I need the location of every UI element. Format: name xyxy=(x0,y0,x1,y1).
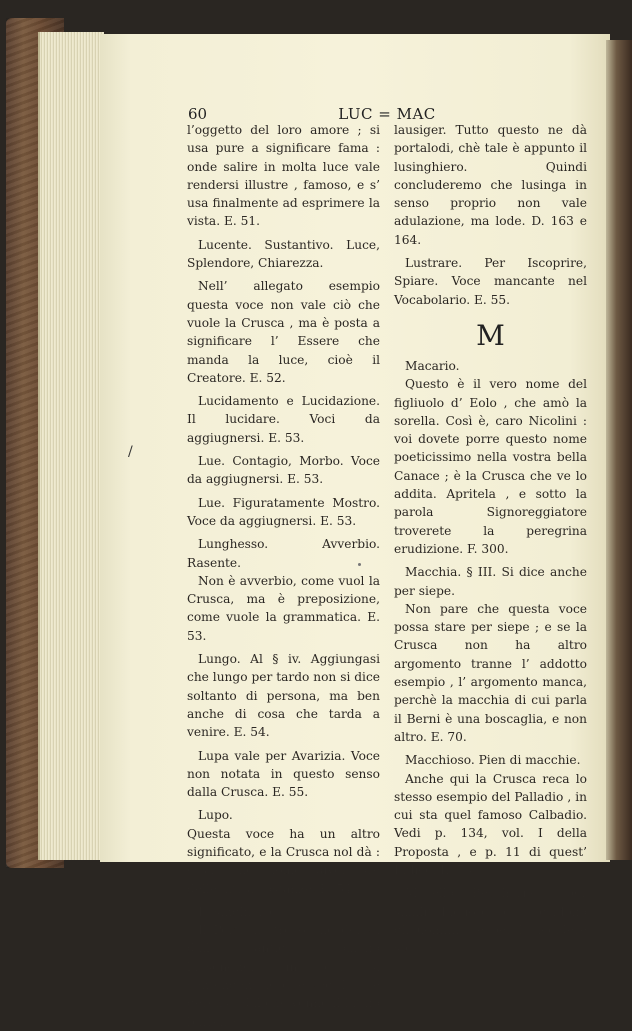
entry-text: Il Perticari trovò che deriva dall’ antico romano lausengher, in cui si contengono le due voci laus e gerens : dal che venne il latino barbaro xyxy=(187,923,380,1029)
entry-headword: Macchioso. Pien di macchie. xyxy=(405,753,581,768)
page-number: 60 xyxy=(188,105,208,123)
entry-headword: Lucente. Sustantivo. Luce, Splendore, Chiarezza. xyxy=(187,237,380,271)
entry-headword: Lungo. Al § iv. Aggiungasi che lungo per tardo non si dice soltanto di persona, ma ben anche di cosa che tarda a venire. E. 54. xyxy=(187,652,380,740)
entry-headword: Lue. Figuratamente Mostro. Voce da aggiugnersi. E. 53. xyxy=(187,495,380,528)
left-column xyxy=(187,121,380,1031)
entry-text: Questo è il vero nome del figliuolo d’ Eolo , che amò la sorella. Così è, caro Nicolini : voi dovete porre questo nome poeticissimo nella vostra bella Canace ; è la Crusca che ve lo addita. Apritela , e sotto la parola Signoreggiatore troverete la peregrina erudizione. F. 300. xyxy=(394,377,587,556)
entry-text: Non è avverbio, come vuol la Crusca, ma è preposizione, come vuole la grammatica. E. 53. xyxy=(187,573,380,643)
entry-text: Non pare che questa voce possa stare per siepe ; e se la Crusca non ha altro argomento tranne l’ addotto esempio , l’ argomento manca, perchè la macchia di cui parla il Berni è una boscaglia, e non altro. E. 70. xyxy=(394,601,587,744)
entry-headword: Macchia. § III. Si dice anche per siepe. xyxy=(394,565,587,598)
section-letter: M xyxy=(476,318,505,352)
page-stack-edges xyxy=(38,32,104,860)
entry-headword: Macario. xyxy=(405,358,460,373)
entry-headword: Lue. Contagio, Morbo. Voce da aggiugnersi. E. 53. xyxy=(187,454,380,487)
entry-headword: Lupo. xyxy=(198,808,233,823)
entry-text: l’oggetto del loro amore ; si usa pure a significare fama : onde salire in molta luce vale rendersi illustre , famoso, e s’ usa finalmente ad esprimere la vista. E. 51. xyxy=(187,123,380,229)
entry-headword: Lupa vale per Avarizia. Voce non notata in questo senso dalla Crusca. E. 55. xyxy=(187,748,380,800)
entry-text: lausiger. Tutto questo ne dà portalodi, chè tale è appunto il lusinghiero. Quindi concluderemo che lusinga in senso proprio non vale adulazione, ma lode. D. 163 e 164. xyxy=(394,123,587,247)
entry-headword: Macello. Beccheria ; per similit. luogo dove si uccidono gli uomini , e per l’ uccidere stesso. xyxy=(394,886,587,956)
running-head: LUC = MAC xyxy=(338,105,436,123)
entry-headword: Lustrare. Per Iscoprire, Spiare. Voce mancante nel Vocabolario. E. 55. xyxy=(394,256,587,307)
entry-text: Nell’ allegato esempio questa voce non vale ciò che vuole la Crusca , ma è posta a significare l’ Essere che manda la luce, cioè il Creatore. E. 52. xyxy=(187,279,380,385)
right-column xyxy=(394,121,587,957)
entry-headword: Lusinghiero. xyxy=(198,904,276,919)
entry-headword: Lunghesso. Avverbio. Rasente. xyxy=(187,537,380,570)
entry-text: Anche qui la Crusca reca lo stesso esempio del Palladio , in cui sta quel famoso Calbadio. Vedi p. 134, vol. I della Proposta , e p. 11 di quest’ Indice. E. 70. xyxy=(394,771,587,877)
book-spine-shadow xyxy=(606,40,632,860)
entry-text: Questa voce ha un altro significato, e la Crusca nol dà : essa vale uomo divoratore delle altrui sostanze. E. 54. xyxy=(187,826,380,896)
margin-pencil-mark: / xyxy=(128,444,133,460)
entry-headword: Lucidamento e Lucidazione. Il lucidare. Voci da aggiugnersi. E. 53. xyxy=(187,394,380,445)
